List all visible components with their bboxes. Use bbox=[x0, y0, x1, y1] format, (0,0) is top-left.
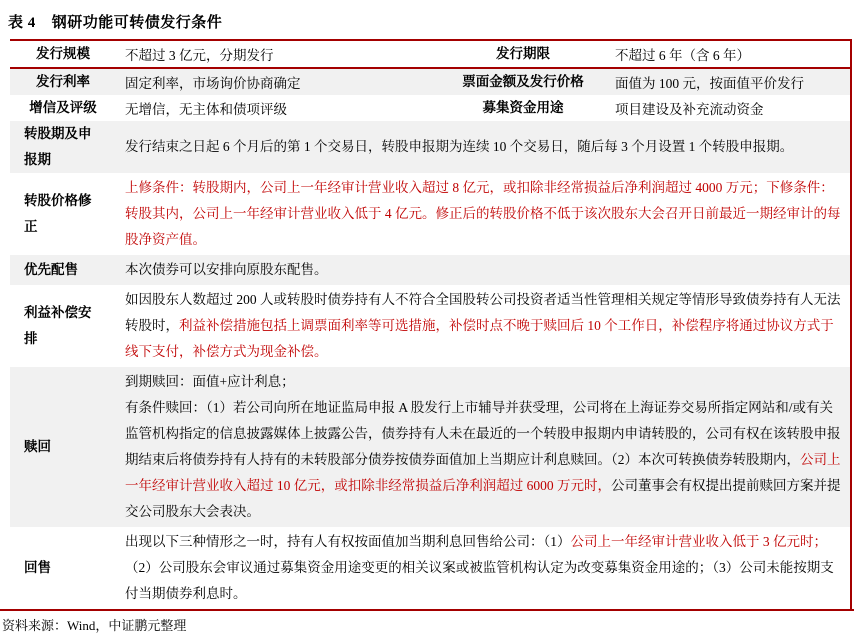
field-value: 不超过 6 年（含 6 年） bbox=[615, 48, 750, 63]
row-label: 赎回 bbox=[24, 439, 51, 454]
field-value: 项目建设及补充流动资金 bbox=[615, 102, 764, 117]
source-note: 资料来源：Wind，中证鹏元整理 bbox=[2, 618, 187, 633]
table-number: 表 4 bbox=[8, 15, 36, 31]
content-paragraph bbox=[125, 175, 842, 253]
content-paragraph bbox=[125, 369, 842, 395]
body-text: 到期赎回：面值+应计利息； bbox=[125, 374, 295, 389]
body-text: （2）公司股东会审议通过募集资金用途变更的相关议案或被监管机构认定为改变募集资金用途的；（3）公司未能按期支付当期债券利息时。 bbox=[125, 560, 834, 601]
body-text: 本次债券可以安排向原股东配售。 bbox=[125, 262, 328, 277]
highlighted-text: 利益补偿措施包括上调票面利率等可选措施，补偿时点不晚于赎回后 10 个工作日，补偿程序将通过协议方式于线下支付，补偿方式为现金补偿。 bbox=[125, 318, 834, 359]
body-text: 出现以下三种情形之一时，持有人有权按面值加当期利息回售给公司：（1） bbox=[125, 534, 571, 549]
field-label: 票面金额及发行价格 bbox=[462, 74, 584, 89]
content-paragraph bbox=[125, 257, 842, 283]
field-value: 无增信，无主体和债项评级 bbox=[125, 102, 287, 117]
highlighted-text: 上修条件：转股期内，公司上一年经审计营业收入超过 8 亿元，或扣除非经常损益后净利润超过 4000 万元；下修条件：转股其内，公司上一年经审计营业收入低于 4 亿元。修正后的转股价格不低于该次股东大会召开日前最近一期经审计的每股净资产值。 bbox=[125, 180, 841, 247]
row-content bbox=[116, 255, 850, 285]
row-label: 利益补偿安排 bbox=[24, 305, 92, 346]
field-label: 增信及评级 bbox=[29, 100, 97, 115]
content-paragraph bbox=[125, 529, 842, 607]
table-title-text: 钢研功能可转债发行条件 bbox=[51, 15, 223, 31]
field-value: 不超过 3 亿元，分期发行 bbox=[125, 48, 274, 63]
top-row bbox=[10, 41, 850, 69]
content-paragraph bbox=[125, 134, 842, 160]
highlighted-text: 公司上一年经审计营业收入低于 3 亿元时； bbox=[570, 534, 827, 549]
top-row bbox=[10, 95, 850, 121]
field-label: 募集资金用途 bbox=[482, 100, 564, 115]
content-paragraph bbox=[125, 287, 842, 365]
row-label: 回售 bbox=[24, 560, 51, 575]
detail-row bbox=[10, 173, 850, 255]
field-value: 面值为 100 元，按面值平价发行 bbox=[615, 76, 804, 91]
detail-row bbox=[10, 367, 850, 527]
row-content bbox=[116, 527, 850, 609]
field-value: 固定利率，市场询价协商确定 bbox=[125, 76, 301, 91]
detail-row bbox=[10, 527, 850, 609]
content-paragraph bbox=[125, 395, 842, 525]
field-label: 发行规模 bbox=[36, 46, 90, 61]
row-content bbox=[116, 367, 850, 527]
body-text: 有条件赎回：（1）若公司向所在地证监局申报 A 股发行上市辅导并获受理，公司将在上海证券交易所指定网站和/或有关监管机构指定的信息披露媒体上披露公告，债券持有人未在最近的一个转股申报期内申请转股的，公司有权在该转股申报期结束后将债券持有人持有的未转股部分债券按债券面值加上当期应计利息赎回。（2）本次可转换债券转股期内， bbox=[125, 400, 841, 467]
top-row bbox=[10, 69, 850, 95]
row-label: 转股价格修正 bbox=[24, 193, 92, 234]
detail-row bbox=[10, 285, 850, 367]
detail-row bbox=[10, 121, 850, 173]
highlighted-text: 公司上一年经审计营业收入超过 10 亿元，或扣除非经常损益后净利润超过 6000 万元时， bbox=[125, 452, 841, 493]
issuance-table bbox=[10, 39, 852, 609]
field-label: 发行利率 bbox=[36, 74, 90, 89]
body-text: 发行结束之日起 6 个月后的第 1 个交易日，转股申报期为连续 10 个交易日，随后每 3 个月设置 1 个转股申报期。 bbox=[125, 139, 794, 154]
page-title bbox=[0, 0, 854, 39]
body-text: 如因股东人数超过 200 人或转股时债券持有人不符合全国股转公司投资者适当性管理相关规定等情形导致债券持有人无法转股时， bbox=[125, 292, 841, 333]
row-content bbox=[116, 285, 850, 367]
row-label: 优先配售 bbox=[24, 262, 78, 277]
detail-row bbox=[10, 255, 850, 285]
field-label: 发行期限 bbox=[496, 46, 550, 61]
body-text: 公司董事会有权提出提前赎回方案并提交公司股东大会表决。 bbox=[125, 478, 841, 519]
row-content bbox=[116, 173, 850, 255]
row-label: 转股期及申报期 bbox=[24, 126, 92, 167]
row-content bbox=[116, 132, 850, 162]
